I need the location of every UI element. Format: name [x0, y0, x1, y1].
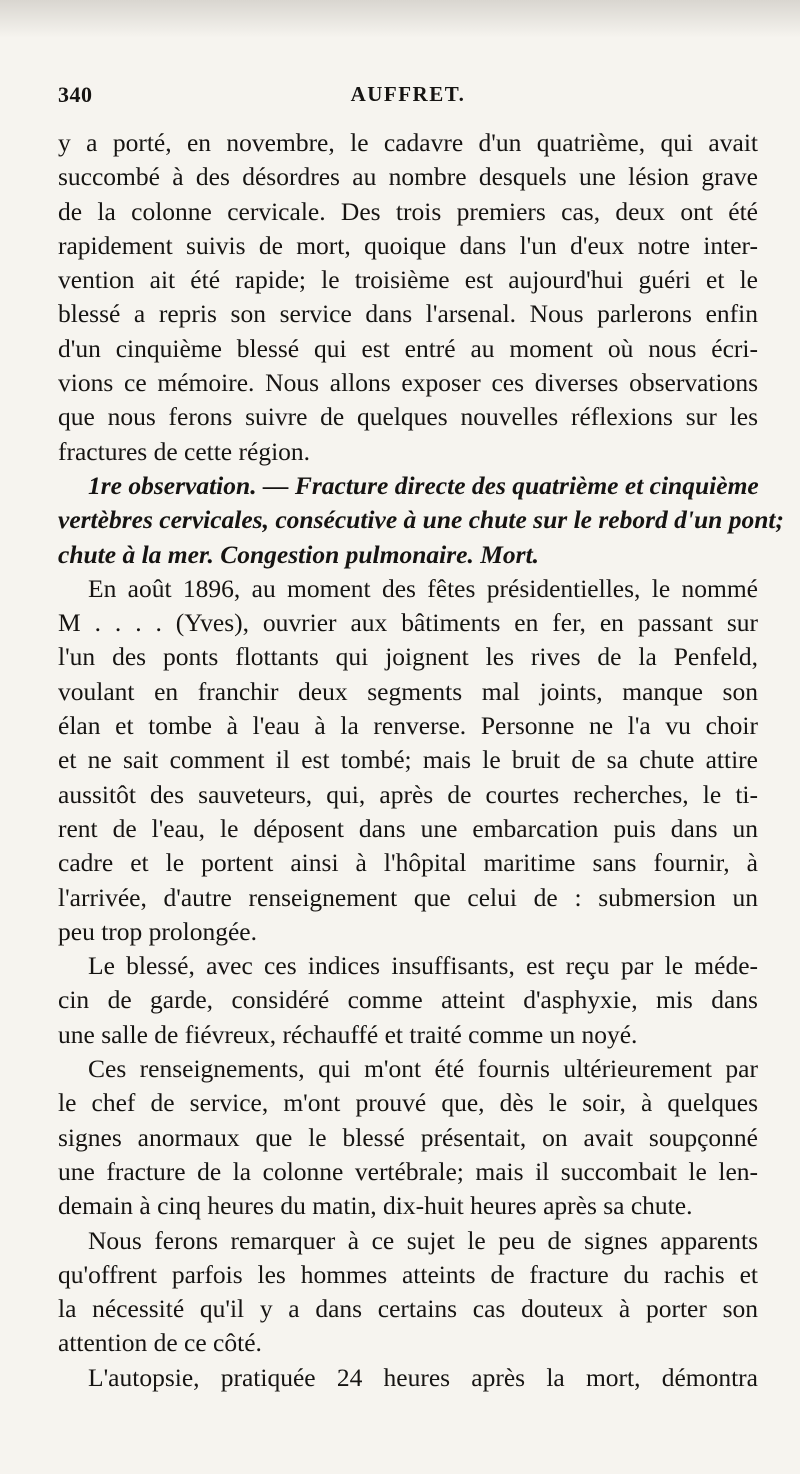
text-line: la nécessité qu'il y a dans certains cas douteux à porter son [58, 1294, 758, 1324]
text-line: le chef de service, m'ont prouvé que, dès le soir, à quelques [58, 1088, 758, 1118]
text-line: y a porté, en novembre, le cadavre d'un quatrième, qui avait [58, 128, 758, 157]
text-line: rapidement suivis de mort, quoique dans l'un d'eux notre inter- [58, 230, 758, 260]
observation-heading [58, 469, 784, 572]
text-line: L'autopsie, pratiquée 24 heures après la mort, démontra [88, 1362, 758, 1392]
paragraph [58, 1361, 758, 1395]
text-line: cadre et le portent ainsi à l'hôpital maritime sans fournir, à [58, 848, 758, 878]
scan-edge-shadow [0, 0, 800, 38]
page-header [58, 82, 758, 112]
text-line: qu'offrent parfois les hommes atteints de fracture du rachis et [58, 1259, 758, 1289]
text-line: Le blessé, avec ces indices insuffisants, est reçu par le méde- [88, 951, 758, 981]
paragraph [58, 1224, 758, 1361]
text-line: 1re observation. — Fracture directe des quatrième et cinquième [88, 470, 759, 500]
text-line: rent de l'eau, le déposent dans une embarcation puis dans un [58, 813, 758, 843]
text-line: cin de garde, considéré comme atteint d'asphyxie, mis dans [58, 985, 758, 1015]
text-line: l'un des ponts flottants qui joignent les rives de la Penfeld, [58, 642, 758, 672]
text-line: fractures de cette région. [58, 436, 311, 466]
text-line: Ces renseignements, qui m'ont été fournis ultérieurement par [88, 1054, 758, 1084]
text-line: et ne sait comment il est tombé; mais le bruit de sa chute attire [58, 745, 758, 775]
paragraph [58, 126, 758, 469]
text-line: blessé a repris son service dans l'arsenal. Nous parlerons enfin [58, 299, 758, 329]
paragraph [58, 1052, 758, 1223]
text-line: vention ait été rapide; le troisième est aujourd'hui guéri et le [58, 265, 758, 295]
text-line: de la colonne cervicale. Des trois premiers cas, deux ont été [58, 196, 758, 226]
text-line: que nous ferons suivre de quelques nouvelles réflexions sur les [58, 402, 758, 432]
text-line: En août 1896, au moment des fêtes présidentielles, le nommé [88, 573, 758, 603]
text-line: une fracture de la colonne vertébrale; mais il succombait le len- [58, 1156, 758, 1186]
text-line: demain à cinq heures du matin, dix-huit heures après sa chute. [58, 1191, 693, 1221]
text-line: élan et tombe à l'eau à la renverse. Personne ne l'a vu choir [58, 711, 758, 741]
text-line: Nous ferons remarquer à ce sujet le peu de signes apparents [88, 1225, 758, 1255]
running-title: AUFFRET. [350, 82, 466, 106]
text-line: une salle de fiévreux, réchauffé et traité comme un noyé. [58, 1019, 638, 1049]
text-line: voulant en franchir deux segments mal joints, manque son [58, 676, 758, 706]
text-line: vions ce mémoire. Nous allons exposer ces diverses observations [58, 368, 758, 398]
text-line: d'un cinquième blessé qui est entré au moment où nous écri- [58, 333, 758, 363]
text-line: succombé à des désordres au nombre desquels une lésion grave [58, 162, 758, 192]
paragraph [58, 572, 758, 949]
text-line: aussitôt des sauveteurs, qui, après de courtes recherches, le ti- [58, 779, 758, 809]
text-line: l'arrivée, d'autre renseignement que celui de : submersion un [58, 882, 758, 912]
text-line: attention de ce côté. [58, 1328, 262, 1358]
paragraph [58, 949, 758, 1052]
text-line: peu trop prolongée. [58, 916, 257, 946]
text-line: M . . . . (Yves), ouvrier aux bâtiments en fer, en passant sur [58, 608, 758, 638]
text-line: signes anormaux que le blessé présentait, on avait soupçonné [58, 1122, 758, 1152]
text-line: chute à la mer. Congestion pulmonaire. Mort. [58, 539, 540, 569]
page-number: 340 [58, 82, 93, 107]
text-line: vertèbres cervicales, consécutive à une chute sur le rebord d'un pont; [58, 505, 784, 535]
body-text [58, 126, 784, 1395]
